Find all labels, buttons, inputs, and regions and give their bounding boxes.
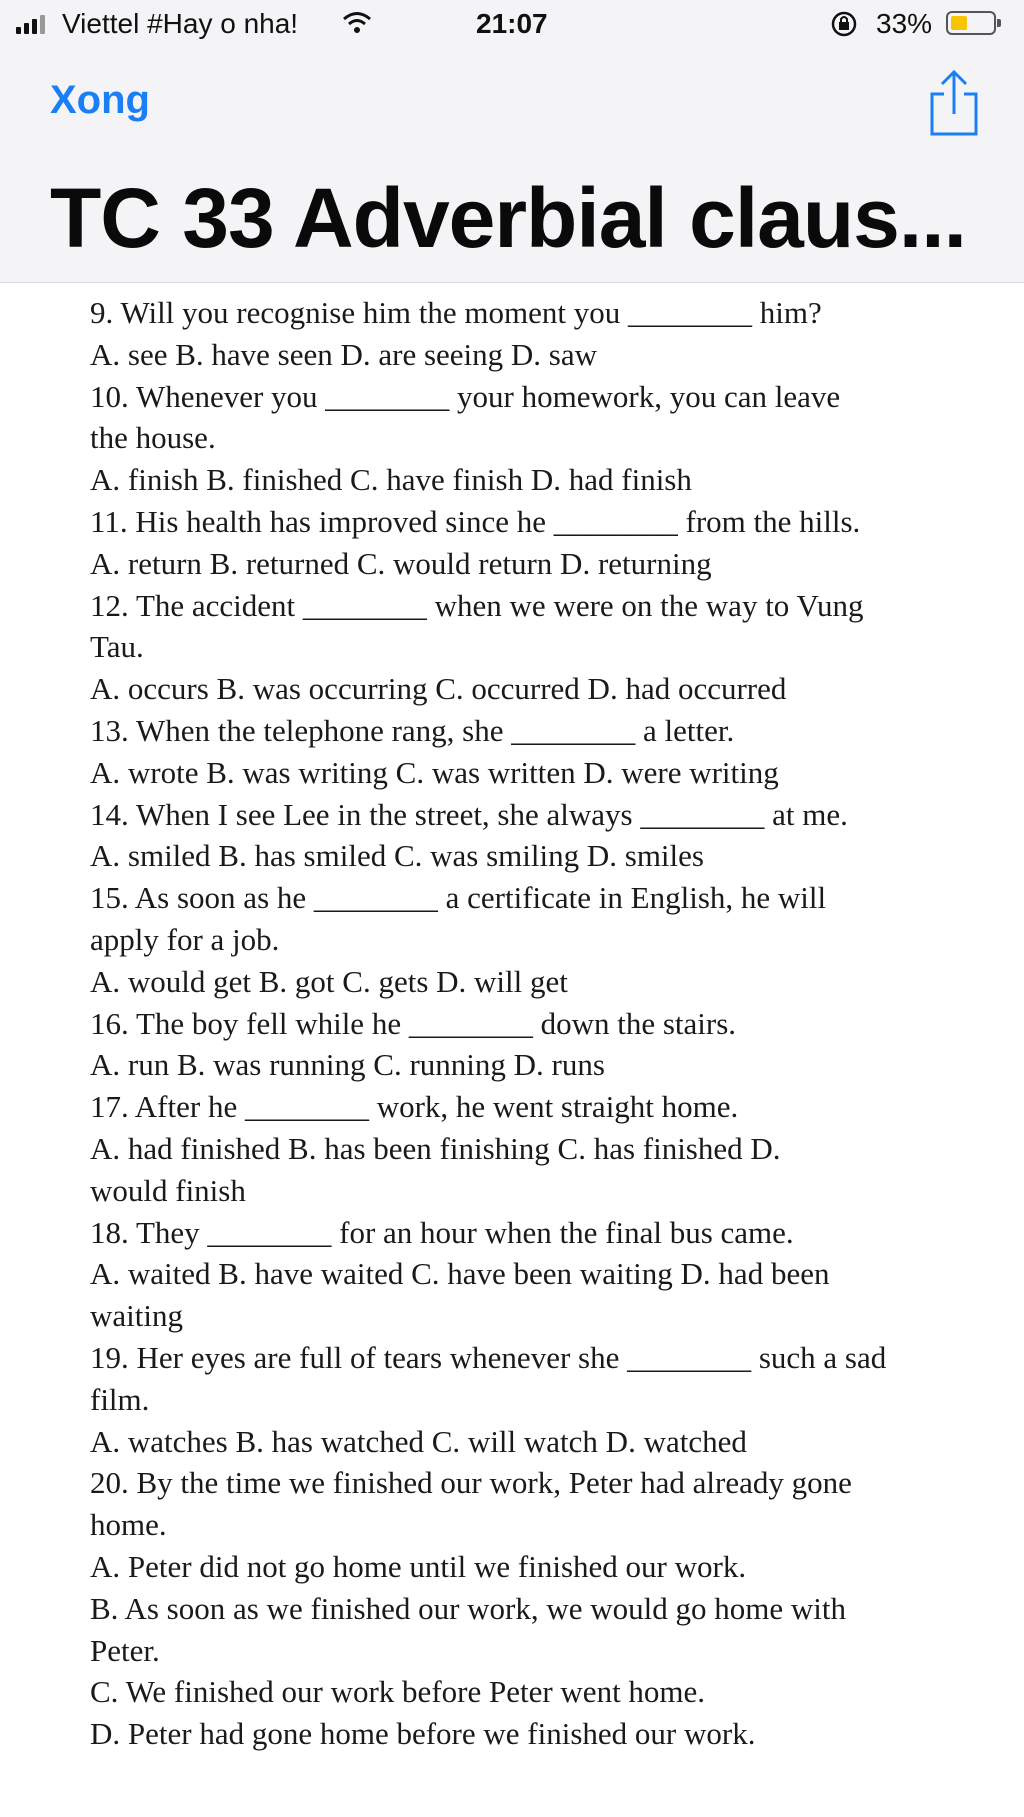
document-line: A. smiled B. has smiled C. was smiling D. smiles [90, 838, 704, 874]
status-bar [0, 0, 1024, 50]
document-line: D. Peter had gone home before we finished our work. [90, 1716, 756, 1752]
document-line: 17. After he ________ work, he went straight home. [90, 1089, 739, 1125]
document-line: waiting [90, 1298, 183, 1334]
document-line: 20. By the time we finished our work, Peter had already gone [90, 1465, 852, 1501]
document-line: 9. Will you recognise him the moment you ________ him? [90, 295, 822, 330]
document-nav-bar [0, 50, 1024, 283]
document-line: A. watches B. has watched C. will watch D. watched [90, 1423, 747, 1459]
document-line: A. run B. was running C. running D. runs [90, 1047, 605, 1083]
wifi-icon [342, 11, 372, 35]
document-line: A. waited B. have waited C. have been waiting D. had been [90, 1256, 830, 1292]
document-line: A. return B. returned C. would return D. returning [90, 545, 712, 581]
document-line: 14. When I see Lee in the street, she always ________ at me. [90, 796, 848, 832]
document-line: A. had finished B. has been finishing C. has finished D. [90, 1131, 781, 1166]
battery-percent: 33% [876, 8, 933, 39]
document-line: A. would get B. got C. gets D. will get [90, 963, 568, 999]
done-button[interactable]: Xong [50, 78, 150, 122]
carrier-name: Viettel #Hay o nha! [62, 8, 299, 39]
document-line: apply for a job. [90, 922, 280, 957]
document-line: Peter. [90, 1632, 160, 1668]
document-line: Tau. [90, 629, 144, 665]
document-line: A. occurs B. was occurring C. occurred D. had occurred [90, 671, 787, 707]
share-icon[interactable] [926, 68, 982, 138]
document-line: A. wrote B. was writing C. was written D. were writing [90, 754, 779, 790]
battery-icon [946, 11, 996, 35]
document-line: 12. The accident ________ when we were on the way to Vung [90, 587, 864, 623]
document-line: 10. Whenever you ________ your homework, you can leave [90, 378, 841, 414]
document-line: A. finish B. finished C. have finish D. had finish [90, 462, 692, 498]
document-content [0, 283, 1024, 1817]
status-time: 21:07 [476, 8, 548, 39]
document-line: C. We finished our work before Peter went home. [90, 1674, 706, 1710]
document-line: B. As soon as we finished our work, we would go home with [90, 1590, 846, 1626]
document-line: 19. Her eyes are full of tears whenever she ________ such a sad [90, 1340, 887, 1375]
document-line: 16. The boy fell while he ________ down the stairs. [90, 1005, 737, 1041]
document-line: 13. When the telephone rang, she ________ a letter. [90, 713, 735, 748]
document-line: the house. [90, 420, 216, 456]
signal-icon [16, 14, 45, 34]
document-line: 18. They ________ for an hour when the final bus came. [90, 1214, 794, 1250]
document-line: film. [90, 1381, 150, 1417]
document-title: TC 33 Adverbial claus... [50, 171, 966, 265]
document-line: home. [90, 1507, 167, 1543]
document-line: 15. As soon as he ________ a certificate in English, he will [90, 880, 827, 916]
rotation-lock-icon [830, 10, 858, 38]
clipped-text-line [90, 283, 830, 289]
document-line: 11. His health has improved since he ________ from the hills. [90, 504, 861, 539]
document-line: A. see B. have seen D. are seeing D. saw [90, 336, 598, 372]
document-line: A. Peter did not go home until we finished our work. [90, 1549, 747, 1584]
document-line: would finish [90, 1172, 246, 1208]
